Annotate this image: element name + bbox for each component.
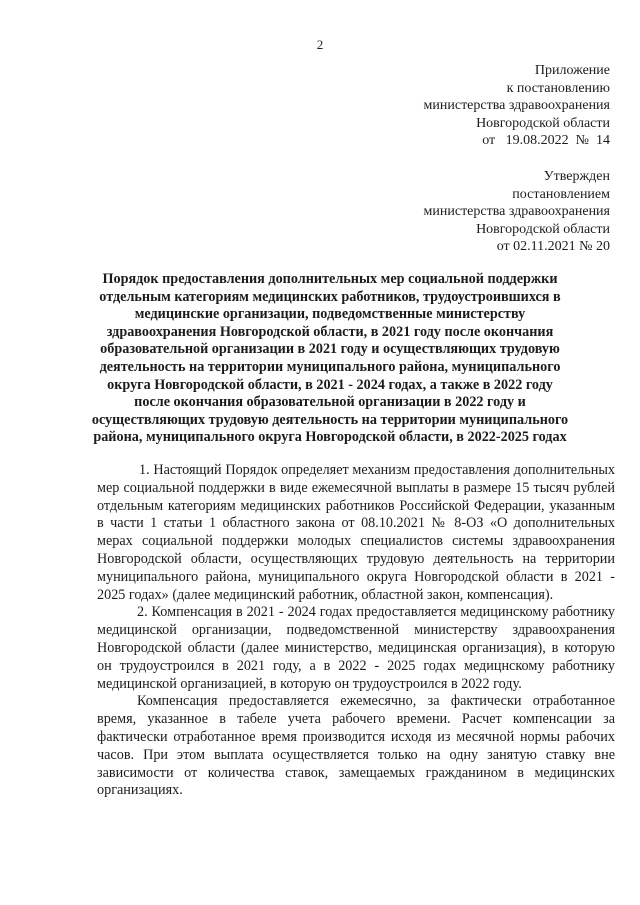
title-line: медицинские организации, подведомственные министерству — [134, 306, 526, 323]
page-number: 2 — [316, 37, 324, 52]
title-line: образовательной организации в 2021 году и осуществляющих трудовую — [100, 341, 560, 358]
appendix-line: от 19.08.2022 № 14 — [482, 133, 610, 148]
appendix-line: Приложение — [534, 63, 610, 78]
title-line: Порядок предоставления дополнительных мер социальной поддержки — [102, 271, 558, 287]
approved-block — [424, 168, 610, 256]
title-line: района, муниципального округа Новгородской области, в 2022-2025 годах — [93, 429, 567, 446]
appendix-line: Новгородской области — [476, 115, 610, 131]
title-line: деятельность на территории муниципального района, муниципального — [99, 358, 561, 375]
paragraph-2: 2. Компенсация в 2021 - 2024 годах предоставляется медицинскому работнику медицинской организации, подведомственной министерству здравоохранения Новгородской области (далее министерство, медицинская организация), в которую он трудоустроился в 2021 году, а в 2022 - 2025 годах медицнскому работнику медицинской организацией, в которую он трудоустроился в 2022 году. — [97, 604, 615, 692]
approved-line: министерства здравоохранения — [423, 204, 610, 219]
approved-line: от 02.11.2021 № 20 — [496, 239, 610, 254]
paragraph-3: Компенсация предоставляется ежемесячно, за фактически отработанное время, указанное в табеле учета рабочего времени. Расчет компенсации за фактически отработанное время производится исходя из месячной нормы рабочих часов. При этом выплата осуществляется только на одну занятую ставку вне зависимости от количества ставок, замещаемых гражданином в медицинских организациях. — [97, 693, 615, 799]
document-title — [40, 271, 620, 447]
title-line: отдельным категориям медицинских работников, трудоустроившихся в — [99, 288, 561, 305]
approved-line: постановлением — [512, 186, 610, 202]
document-body — [97, 462, 615, 800]
appendix-block — [424, 62, 610, 150]
title-line: после окончания образовательной организации в 2022 году и — [134, 394, 526, 411]
title-line: осуществляющих трудовую деятельность на территории муниципального — [91, 411, 569, 428]
appendix-line: к постановлению — [506, 80, 610, 96]
paragraph-1: 1. Настоящий Порядок определяет механизм предоставления дополнительных мер социальной поддержки в виде ежемесячной выплаты в размере 15 тысяч рублей отдельным категориям медицинских работников Российской Федерации, указанным в части 1 статьи 1 областного закона от 08.10.2021 № 8-ОЗ «О дополнительных мерах социальной поддержки молодых специалистов системы здравоохранения Новгородской области, осуществляющих трудовую деятельность на территории муниципального района, муниципального округа Новгородской области в 2021 - 2025 годах» (далее медицинский работник, областной закон, компенсация). — [97, 462, 615, 603]
appendix-line: министерства здравоохранения — [423, 98, 610, 113]
title-line: здравоохранения Новгородской области, в 2021 году после окончания — [106, 323, 554, 340]
approved-line: Утвержден — [543, 169, 610, 184]
title-line: округа Новгородской области, в 2021 - 2024 годах, а также в 2022 году — [107, 376, 553, 393]
approved-line: Новгородской области — [476, 221, 610, 237]
